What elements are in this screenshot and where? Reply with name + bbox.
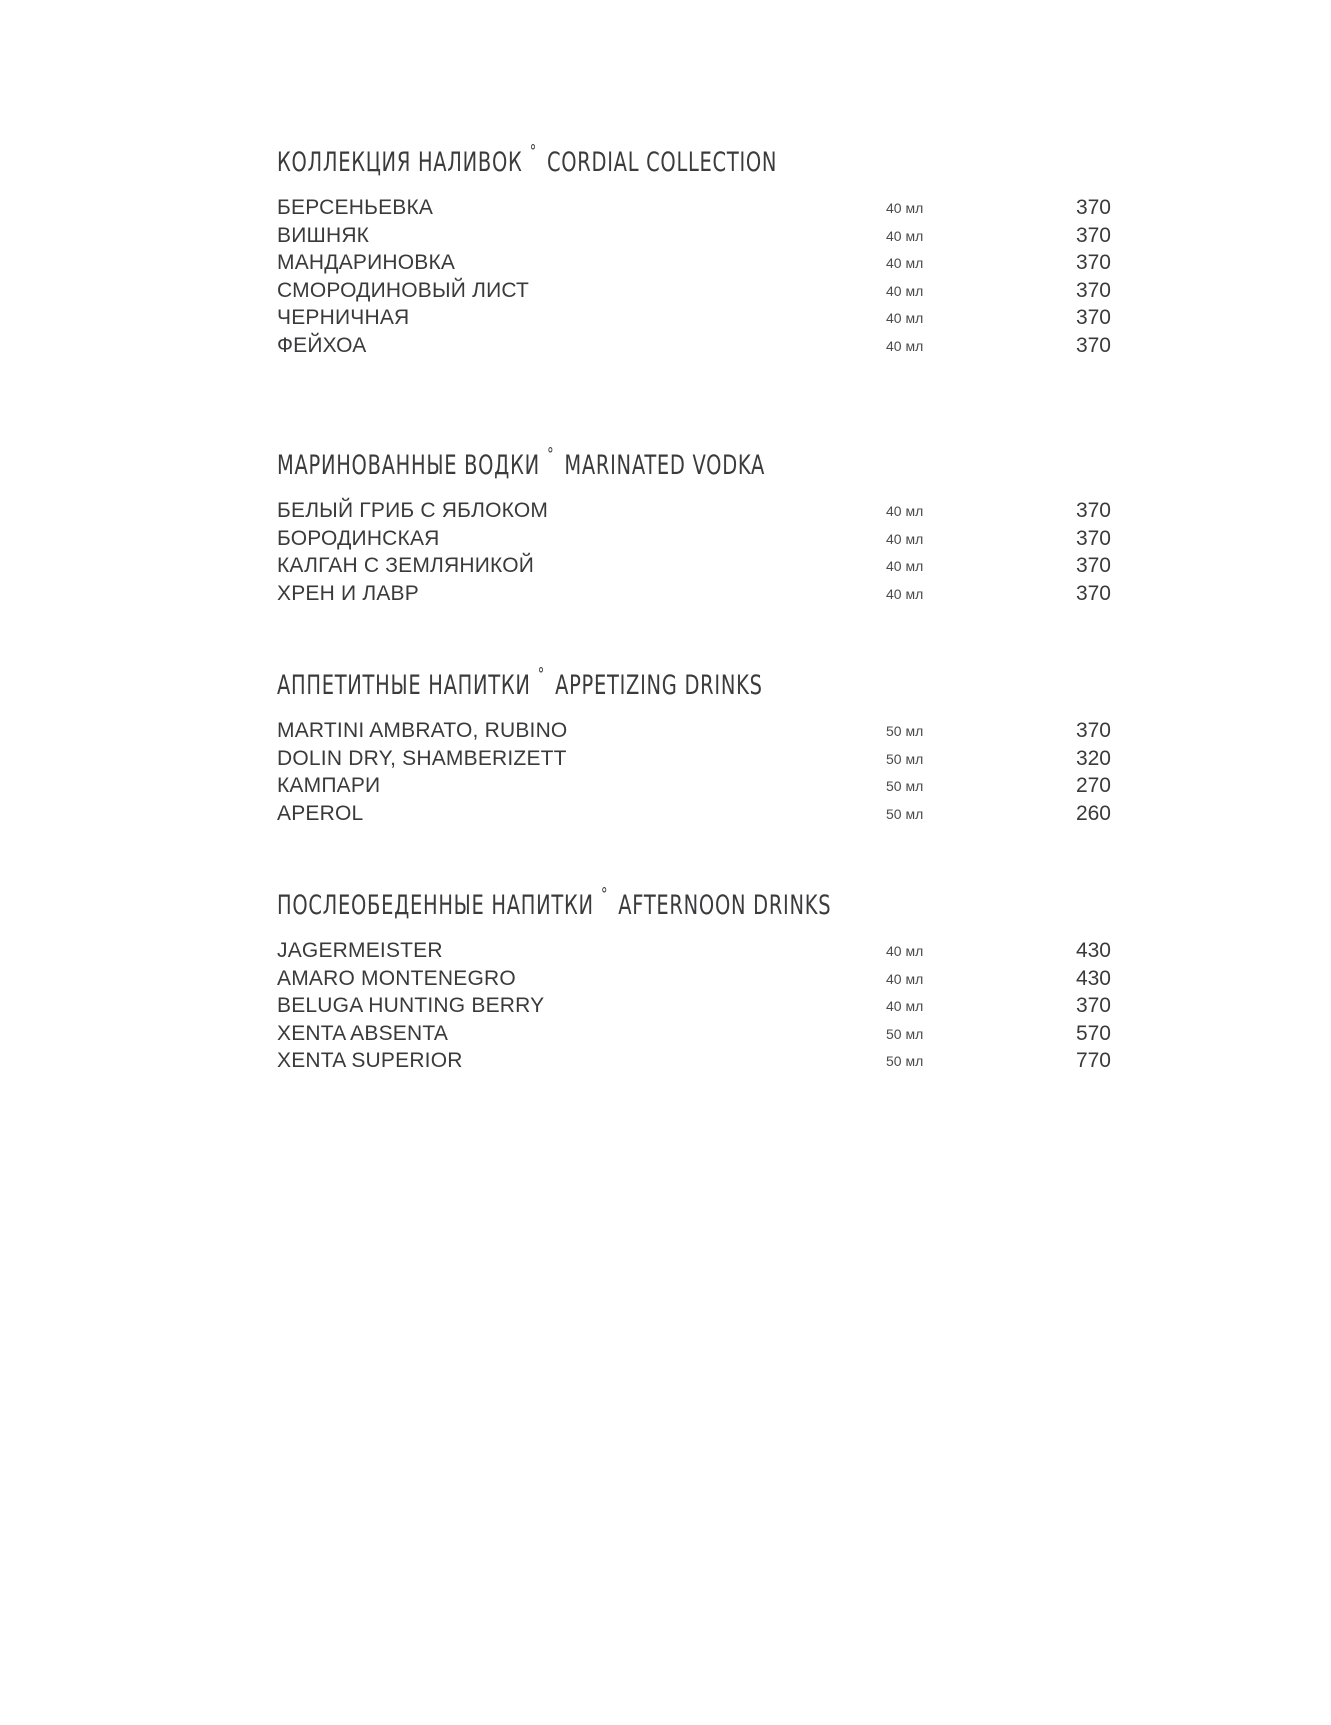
menu-item xyxy=(277,249,1117,277)
section-title xyxy=(277,873,882,921)
menu-item-list xyxy=(277,194,1117,359)
item-volume: 40 мл xyxy=(886,310,924,326)
item-volume: 40 мл xyxy=(886,558,924,574)
item-volume: 40 мл xyxy=(886,227,924,244)
section-title-en: MARINATED VODKA xyxy=(564,450,766,481)
item-name: ХРЕН И ЛАВР xyxy=(277,581,419,605)
menu-item xyxy=(277,717,1117,745)
item-name: MARTINI AMBRATO, RUBINO xyxy=(277,719,568,742)
item-name: БЕРСЕНЬЕВКА xyxy=(277,196,434,219)
item-name: КАЛГАН С ЗЕМЛЯНИКОЙ xyxy=(277,554,535,577)
menu-item xyxy=(277,222,1117,250)
title-separator: ° xyxy=(529,141,537,162)
section-marinated-vodka xyxy=(277,433,1117,607)
item-volume: 50 мл xyxy=(886,750,924,767)
item-price: 370 xyxy=(1075,251,1111,274)
item-price: 370 xyxy=(1075,333,1111,357)
section-afternoon-drinks xyxy=(277,873,1117,1075)
menu-item xyxy=(277,800,1117,828)
menu-item xyxy=(277,1020,1117,1048)
item-name: ВИШНЯК xyxy=(277,223,370,247)
section-title xyxy=(277,653,882,701)
menu-item-list xyxy=(277,717,1117,827)
item-name: МАНДАРИНОВКА xyxy=(277,251,456,274)
menu-item xyxy=(277,194,1117,222)
item-name: ФЕЙХОА xyxy=(277,333,367,357)
item-price: 430 xyxy=(1075,966,1111,990)
item-volume: 50 мл xyxy=(886,1025,924,1042)
item-name: БОРОДИНСКАЯ xyxy=(277,526,440,550)
section-appetizing-drinks xyxy=(277,653,1117,827)
item-volume: 40 мл xyxy=(886,530,924,547)
menu-item xyxy=(277,745,1117,773)
menu-item xyxy=(277,525,1117,553)
section-title-en: CORDIAL COLLECTION xyxy=(546,147,778,178)
item-price: 370 xyxy=(1075,196,1111,219)
menu-item xyxy=(277,497,1117,525)
menu-item-list xyxy=(277,497,1117,607)
item-volume: 40 мл xyxy=(886,970,924,987)
item-volume: 40 мл xyxy=(886,943,924,959)
item-name: AMARO MONTENEGRO xyxy=(277,966,516,990)
item-price: 370 xyxy=(1075,719,1111,742)
menu-item xyxy=(277,992,1117,1020)
item-name: XENTA SUPERIOR xyxy=(277,1049,463,1072)
item-price: 370 xyxy=(1075,526,1111,550)
menu-item-list xyxy=(277,937,1117,1075)
section-title-en: APPETIZING DRINKS xyxy=(555,670,763,701)
item-name: DOLIN DRY, SHAMBERIZETT xyxy=(277,746,567,770)
menu-item xyxy=(277,277,1117,305)
item-price: 370 xyxy=(1075,581,1111,605)
item-price: 370 xyxy=(1075,994,1111,1017)
section-title-ru: ПОСЛЕОБЕДЕННЫЕ НАПИТКИ xyxy=(277,890,594,921)
item-volume: 50 мл xyxy=(886,1053,924,1069)
item-volume: 40 мл xyxy=(886,282,924,299)
item-price: 370 xyxy=(1075,499,1111,522)
menu-item xyxy=(277,965,1117,993)
item-volume: 40 мл xyxy=(886,998,924,1014)
item-price: 370 xyxy=(1075,223,1111,247)
title-separator: ° xyxy=(547,444,555,465)
section-title-ru: АППЕТИТНЫЕ НАПИТКИ xyxy=(277,670,531,701)
menu-item xyxy=(277,580,1117,608)
menu-item xyxy=(277,1047,1117,1075)
item-name: СМОРОДИНОВЫЙ ЛИСТ xyxy=(277,278,530,302)
section-title xyxy=(277,433,882,481)
item-name: БЕЛЫЙ ГРИБ С ЯБЛОКОМ xyxy=(277,499,549,522)
item-volume: 40 мл xyxy=(886,255,924,271)
item-price: 430 xyxy=(1075,939,1111,962)
item-name: ЧЕРНИЧНАЯ xyxy=(277,306,410,329)
item-volume: 50 мл xyxy=(886,723,924,739)
item-price: 570 xyxy=(1075,1021,1111,1045)
item-volume: 50 мл xyxy=(886,805,924,822)
section-title-ru: МАРИНОВАННЫЕ ВОДКИ xyxy=(277,450,540,481)
title-separator: ° xyxy=(600,884,609,905)
section-title xyxy=(277,130,882,178)
section-title-ru: КОЛЛЕКЦИЯ НАЛИВОК xyxy=(277,147,523,178)
item-volume: 40 мл xyxy=(886,337,924,354)
menu-item xyxy=(277,772,1117,800)
section-title-en: AFTERNOON DRINKS xyxy=(618,890,832,921)
item-price: 260 xyxy=(1075,801,1111,825)
item-volume: 40 мл xyxy=(886,503,924,519)
title-separator: ° xyxy=(537,664,545,685)
item-price: 270 xyxy=(1075,774,1111,797)
menu-item xyxy=(277,937,1117,965)
item-price: 370 xyxy=(1075,278,1111,302)
menu-item xyxy=(277,552,1117,580)
section-cordial-collection xyxy=(277,130,1117,359)
item-price: 320 xyxy=(1075,746,1111,770)
item-volume: 40 мл xyxy=(886,200,924,216)
item-price: 770 xyxy=(1075,1049,1111,1072)
item-name: BELUGA HUNTING BERRY xyxy=(277,994,545,1017)
item-price: 370 xyxy=(1075,554,1111,577)
menu-item xyxy=(277,332,1117,360)
item-name: КАМПАРИ xyxy=(277,774,381,797)
menu-item xyxy=(277,304,1117,332)
item-volume: 40 мл xyxy=(886,585,924,602)
item-name: JAGERMEISTER xyxy=(277,939,443,962)
item-volume: 50 мл xyxy=(886,778,924,794)
item-price: 370 xyxy=(1075,306,1111,329)
item-name: XENTA ABSENTA xyxy=(277,1021,449,1045)
item-name: APEROL xyxy=(277,801,364,825)
